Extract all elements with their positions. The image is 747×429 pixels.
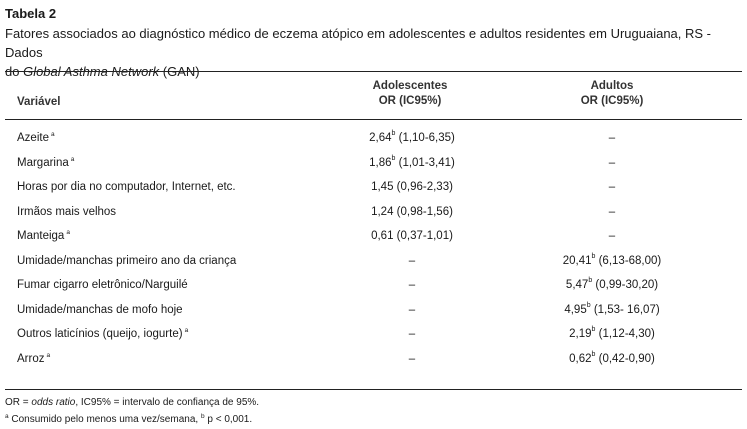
cell-or-value: 5,47 xyxy=(565,279,589,291)
cell-or-value: 2,19 xyxy=(569,328,592,340)
row-variable xyxy=(17,328,188,340)
header-variable: Variável xyxy=(17,96,61,108)
caption-line1: Fatores associados ao diagnóstico médico de eczema atópico em adolescentes e adultos residentes em Uruguaiana, RS - Dados xyxy=(5,26,712,60)
cell-or-value: – xyxy=(408,254,416,267)
table-label: Tabela 2 xyxy=(5,6,57,21)
cell-significance-mark: b xyxy=(591,252,596,260)
table-row xyxy=(0,328,747,346)
cell-confidence-interval: (0,96-2,33) xyxy=(393,181,453,193)
cell-or-value: 2,64 xyxy=(369,132,392,144)
cell-confidence-interval: (0,37-1,01) xyxy=(393,230,453,242)
row-variable-text: Irmãos mais velhos xyxy=(17,205,117,218)
cell-or-value: – xyxy=(408,352,416,365)
cell-confidence-interval: (1,10-6,35) xyxy=(395,132,455,144)
cell-confidence-interval: (0,42-0,90) xyxy=(595,352,655,365)
cell-significance-mark: b xyxy=(591,326,596,333)
cell-adults xyxy=(512,181,712,193)
cell-confidence-interval: (0,98-1,56) xyxy=(393,205,453,218)
row-variable xyxy=(17,206,118,218)
row-variable xyxy=(17,181,238,193)
row-variable xyxy=(17,230,70,242)
cell-significance-mark: b xyxy=(391,154,396,162)
row-variable xyxy=(17,255,238,267)
cell-significance-mark: b xyxy=(586,301,591,309)
row-variable xyxy=(17,157,74,169)
table-row xyxy=(0,230,747,248)
cell-or-value: – xyxy=(608,156,616,169)
row-variable-footnote-mark: a xyxy=(50,131,55,138)
cell-adolescents xyxy=(312,181,512,193)
row-variable-text: Arroz xyxy=(17,352,45,365)
cell-adults xyxy=(512,132,712,144)
cell-or-value: 0,61 xyxy=(371,230,394,242)
row-variable-footnote-mark: a xyxy=(184,327,189,334)
footnote-symbols xyxy=(5,414,252,425)
table-top-rule xyxy=(5,71,742,72)
cell-or-value: – xyxy=(408,303,416,316)
cell-adults xyxy=(512,230,712,242)
table-row xyxy=(0,154,747,175)
row-variable xyxy=(17,304,185,316)
cell-or-value: – xyxy=(608,132,616,144)
cell-adolescents xyxy=(312,353,512,365)
table-row xyxy=(0,301,747,322)
header-adults xyxy=(537,79,687,109)
table-row xyxy=(0,252,747,273)
table-row xyxy=(0,350,747,371)
footnote-sup-b: b xyxy=(200,413,205,420)
table-row xyxy=(0,181,747,199)
footnote-text-a: Consumido pelo menos uma vez/semana, xyxy=(8,414,201,425)
cell-adolescents xyxy=(312,255,512,267)
footnote-abbr-italic: odds ratio xyxy=(31,397,76,408)
cell-or-value: – xyxy=(608,230,616,242)
cell-significance-mark: b xyxy=(591,350,596,358)
table-bottom-rule xyxy=(5,389,742,390)
cell-adults xyxy=(512,252,712,267)
header-adolescents-metric: OR (IC95%) xyxy=(378,95,442,107)
header-adults-title: Adultos xyxy=(590,80,634,92)
row-variable-text: Fumar cigarro eletrônico/Narguilé xyxy=(17,279,188,291)
table-header-rule xyxy=(5,119,742,120)
cell-or-value: – xyxy=(408,328,416,340)
cell-or-value: 1,45 xyxy=(371,181,394,193)
header-adolescents xyxy=(335,79,485,109)
cell-significance-mark: b xyxy=(391,130,396,137)
cell-adolescents xyxy=(312,279,512,291)
caption-line2-suffix: (GAN) xyxy=(159,64,200,79)
cell-or-value: 4,95 xyxy=(564,303,587,316)
table-row xyxy=(0,279,747,297)
row-variable-text: Margarina xyxy=(17,156,69,169)
row-variable-text: Umidade/manchas primeiro ano da criança xyxy=(17,254,237,267)
cell-adults xyxy=(512,328,712,340)
row-variable xyxy=(17,353,50,365)
table-row xyxy=(0,206,747,224)
cell-confidence-interval: (1,12-4,30) xyxy=(595,328,655,340)
cell-or-value: 20,41 xyxy=(562,254,592,267)
row-variable-footnote-mark: a xyxy=(46,351,51,359)
row-variable-footnote-mark: a xyxy=(70,155,75,163)
row-variable-text: Horas por dia no computador, Internet, etc. xyxy=(17,181,236,193)
row-variable xyxy=(17,279,190,291)
row-variable-text: Azeite xyxy=(17,132,49,144)
cell-significance-mark: b xyxy=(588,277,593,284)
footnote-abbr-suffix: , IC95% = intervalo de confiança de 95%. xyxy=(75,397,260,408)
footnote-abbr-prefix: OR = xyxy=(5,397,32,408)
caption-line2-italic: Global Asthma Network xyxy=(23,64,160,79)
cell-confidence-interval: (0,99-30,20) xyxy=(592,279,659,291)
cell-confidence-interval: (1,53- 16,07) xyxy=(590,303,660,316)
header-adults-metric: OR (IC95%) xyxy=(580,95,644,107)
cell-or-value: 0,62 xyxy=(569,352,592,365)
cell-adults xyxy=(512,279,712,291)
cell-or-value: 1,24 xyxy=(371,205,394,218)
row-variable xyxy=(17,132,55,144)
cell-adolescents xyxy=(312,206,512,218)
footnote-sup-a: a xyxy=(5,413,9,420)
cell-adolescents xyxy=(312,328,512,340)
header-adolescents-title: Adolescentes xyxy=(372,80,448,92)
table-row xyxy=(0,132,747,150)
cell-or-value: – xyxy=(408,279,416,291)
cell-or-value: 1,86 xyxy=(369,156,392,169)
cell-or-value: – xyxy=(608,181,616,193)
footnote-text-b: p < 0,001. xyxy=(204,414,253,425)
caption-line2-prefix: do xyxy=(5,64,24,79)
cell-confidence-interval: (6,13-68,00) xyxy=(595,254,662,267)
cell-adults xyxy=(512,301,712,316)
row-variable-text: Outros laticínios (queijo, iogurte) xyxy=(17,328,183,340)
cell-adults xyxy=(512,206,712,218)
cell-adolescents xyxy=(312,154,512,169)
cell-adolescents xyxy=(312,304,512,316)
cell-adults xyxy=(512,157,712,169)
table-caption xyxy=(5,24,743,81)
cell-or-value: – xyxy=(608,205,616,218)
cell-confidence-interval: (1,01-3,41) xyxy=(395,156,455,169)
row-variable-text: Manteiga xyxy=(17,230,65,242)
footnote-abbreviations xyxy=(5,397,259,408)
row-variable-text: Umidade/manchas de mofo hoje xyxy=(17,303,183,316)
cell-adolescents xyxy=(312,230,512,242)
cell-adolescents xyxy=(312,132,512,144)
row-variable-footnote-mark: a xyxy=(66,229,70,236)
cell-adults xyxy=(512,350,712,365)
